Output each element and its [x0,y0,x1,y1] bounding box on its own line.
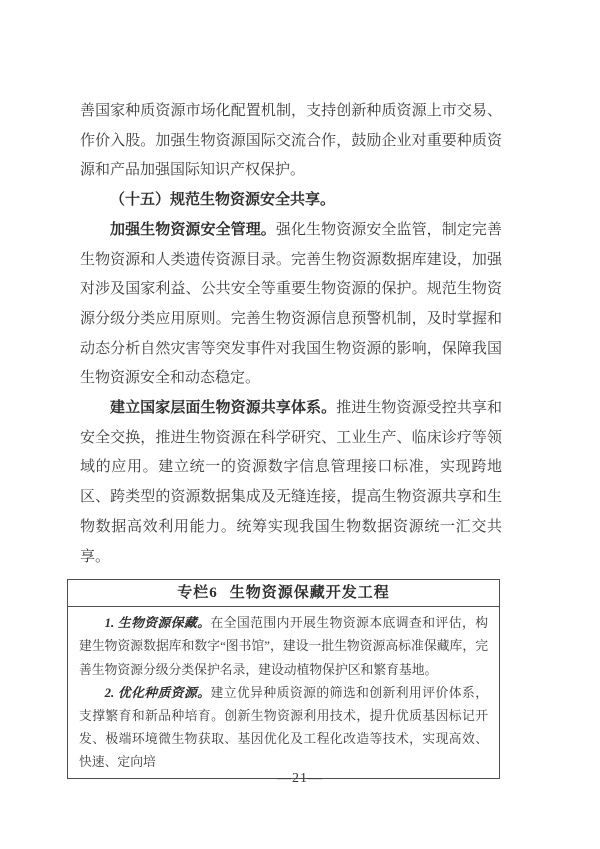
paragraph-security-management [80,216,502,394]
column-box-6 [67,579,500,778]
section-heading-15 [80,186,502,216]
box-title-text: 生物资源保藏开发工程 [229,585,390,602]
box-label: 专栏6 [177,585,218,602]
box-title [68,580,499,607]
box-item-text: 在全国范围内开展生物资源本底调查和评估，构建生物资源数据库和数字“图书馆”，建设一批生物资源高标准保藏库，完善生物资源分级分类保护名录，建设动植物保护区和繁育基地。 [79,616,489,677]
box-item-text: 建立优异种质资源的筛选和创新利用评价体系，支撑繁育和新品种培育。创新生物资源利用技术，提升优质基因标记开发、极端环境微生物获取、基因优化及工程化改造等技术，实现高效、快速、定向培 [79,685,489,770]
box-item-1 [79,612,488,682]
box-item-lead: 2. 优化种质资源。 [104,685,211,700]
paragraph-text: 善国家种质资源市场化配置机制，支持创新种质资源上市交易、作价入股。加强生物资源国际交流合作，鼓励企业对重要种质资源和产品加强国际知识产权保护。 [80,103,502,179]
paragraph-text: 强化生物资源安全监管，制定完善生物资源和人类遗传资源目录。完善生物资源数据库建设，加强对涉及国家利益、公共安全等重要生物资源的保护。规范生物资源分级分类应用原则。完善生物资源信息预警机制，及时掌握和动态分析自然灾害等突发事件对我国生物资源的影响，保障我国生物资源安全和动态稳定。 [80,221,502,387]
box-item-lead: 1. 生物资源保藏。 [104,616,211,631]
page-number: —21— [277,771,323,786]
paragraph-sharing-system [80,394,502,572]
box-item-2 [79,682,488,775]
paragraph-lead: 加强生物资源安全管理。 [110,221,276,238]
section-heading-text: （十五）规范生物资源安全共享。 [110,192,336,209]
paragraph-text: 推进生物资源受控共享和安全交换，推进生物资源在科学研究、工业生产、临床诊疗等领域的应用。建立统一的资源数字信息管理接口标准，实现跨地区、跨类型的资源数据集成及无缝连接，提高生物资源共享和生物数据高效利用能力。统筹实现我国生物数据资源统一汇交共享。 [80,400,502,565]
paragraph-lead: 建立国家层面生物资源共享体系。 [110,400,337,417]
body-text [80,97,502,779]
box-body [68,607,499,777]
paragraph-continuation [80,97,502,186]
